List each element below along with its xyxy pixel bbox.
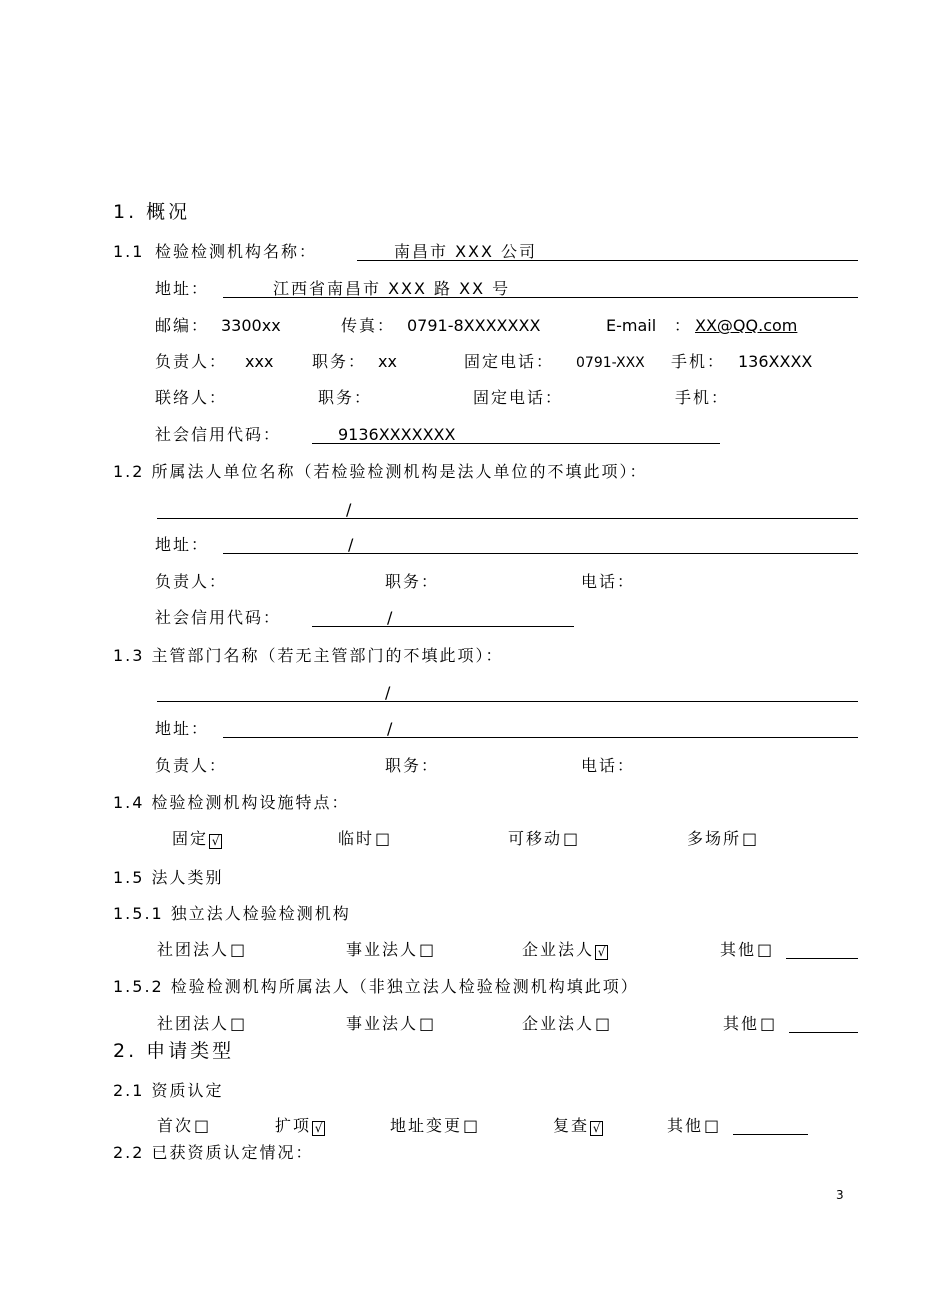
empty-checkbox[interactable]: □ <box>760 1014 776 1033</box>
subsidiary-option-public[interactable] <box>346 1014 434 1034</box>
parent-address-line <box>223 553 858 554</box>
section-1-5-1-heading: 1.5.1 独立法人检验检测机构 <box>113 904 351 923</box>
mobile-label: 手机： <box>671 352 726 371</box>
section-1-4-heading: 1.4 检验检测机构设施特点： <box>113 793 350 812</box>
option-label: 事业法人 <box>346 1014 419 1033</box>
option-label: 社团法人 <box>157 1014 230 1033</box>
parent-head-label: 负责人： <box>155 572 228 591</box>
parent-name-field[interactable]: / <box>346 500 354 519</box>
option-label: 扩项 <box>275 1116 312 1135</box>
section-1-2-heading: 1.2 所属法人单位名称（若检验检测机构是法人单位的不填此项）： <box>113 462 648 481</box>
empty-checkbox[interactable]: □ <box>563 829 579 848</box>
institution-name-label: 检验检测机构名称： <box>155 242 318 261</box>
authority-post-label: 职务： <box>385 756 440 775</box>
phone-value[interactable]: 0791-XXX <box>576 355 645 371</box>
email-colon: ： <box>674 316 693 335</box>
phone-label: 固定电话： <box>464 352 555 371</box>
fax-label: 传真： <box>341 316 396 335</box>
parent-credit-field[interactable]: / <box>387 608 395 627</box>
fax-value[interactable]: 0791-8XXXXXXX <box>407 316 541 335</box>
zip-label: 邮编： <box>155 316 210 335</box>
option-label: 可移动 <box>508 829 563 848</box>
option-label: 固定 <box>172 829 209 848</box>
subsidiary-option-social[interactable] <box>157 1014 245 1034</box>
parent-credit-line <box>312 626 574 627</box>
email-label: E-mail <box>606 316 657 335</box>
option-label: 多场所 <box>687 829 742 848</box>
subsidiary-option-other[interactable] <box>723 1014 775 1034</box>
checked-checkbox[interactable]: √ <box>595 945 608 960</box>
authority-head-label: 负责人： <box>155 756 228 775</box>
contact-post-label: 职务： <box>318 388 373 407</box>
email-value[interactable]: XX@QQ.com <box>695 316 798 335</box>
authority-address-line <box>223 737 858 738</box>
option-label: 企业法人 <box>522 940 595 959</box>
option-label: 事业法人 <box>346 940 419 959</box>
option-label: 其他 <box>720 940 757 959</box>
section-1-1-number: 1.1 <box>113 242 145 261</box>
empty-checkbox[interactable]: □ <box>742 829 758 848</box>
empty-checkbox[interactable]: □ <box>757 940 773 959</box>
accreditation-other-line[interactable] <box>733 1134 808 1135</box>
post-value[interactable]: xx <box>378 352 397 371</box>
facility-option-fixed[interactable] <box>172 829 222 849</box>
contact-mobile-label: 手机： <box>675 388 730 407</box>
address-label: 地址： <box>155 279 210 298</box>
contact-phone-label: 固定电话： <box>473 388 564 407</box>
post-label: 职务： <box>312 352 367 371</box>
parent-credit-label: 社会信用代码： <box>155 608 282 627</box>
mobile-value[interactable]: 136XXXX <box>738 352 813 371</box>
section-2-title: 2. 申请类型 <box>113 1040 235 1062</box>
empty-checkbox[interactable]: □ <box>230 1014 246 1033</box>
authority-tel-label: 电话： <box>581 756 636 775</box>
independent-option-public[interactable] <box>346 940 434 960</box>
empty-checkbox[interactable]: □ <box>704 1116 720 1135</box>
option-label: 临时 <box>338 829 375 848</box>
facility-option-mobile[interactable] <box>508 829 578 849</box>
authority-name-field[interactable]: / <box>385 683 393 702</box>
subsidiary-other-line[interactable] <box>789 1032 858 1033</box>
option-label: 首次 <box>157 1116 194 1135</box>
authority-address-label: 地址： <box>155 719 210 738</box>
option-label: 企业法人 <box>522 1014 595 1033</box>
parent-address-field[interactable]: / <box>348 535 356 554</box>
option-label: 复查 <box>553 1116 590 1135</box>
option-label: 地址变更 <box>390 1116 463 1135</box>
independent-option-enterprise[interactable] <box>522 940 608 960</box>
accreditation-option-first[interactable] <box>157 1116 209 1136</box>
facility-option-temporary[interactable] <box>338 829 390 849</box>
parent-name-line <box>157 518 858 519</box>
independent-other-line[interactable] <box>786 958 858 959</box>
empty-checkbox[interactable]: □ <box>419 1014 435 1033</box>
page-number: 3 <box>836 1188 844 1202</box>
section-1-5-2-heading: 1.5.2 检验检测机构所属法人（非独立法人检验检测机构填此项） <box>113 977 639 996</box>
institution-name-field[interactable]: 南昌市 XXX 公司 <box>394 242 538 261</box>
contact-label: 联络人： <box>155 388 228 407</box>
checked-checkbox[interactable]: √ <box>312 1121 325 1136</box>
empty-checkbox[interactable]: □ <box>194 1116 210 1135</box>
empty-checkbox[interactable]: □ <box>419 940 435 959</box>
accreditation-option-review[interactable] <box>553 1116 603 1136</box>
section-2-2-heading: 2.2 已获资质认定情况： <box>113 1143 314 1162</box>
section-1-3-heading: 1.3 主管部门名称（若无主管部门的不填此项）： <box>113 646 504 665</box>
subsidiary-option-enterprise[interactable] <box>522 1014 610 1034</box>
section-2-1-heading: 2.1 资质认定 <box>113 1081 224 1100</box>
parent-post-label: 职务： <box>385 572 440 591</box>
head-value[interactable]: xxx <box>245 352 274 371</box>
empty-checkbox[interactable]: □ <box>595 1014 611 1033</box>
parent-tel-label: 电话： <box>581 572 636 591</box>
authority-address-field[interactable]: / <box>387 719 395 738</box>
accreditation-option-other[interactable] <box>667 1116 719 1136</box>
empty-checkbox[interactable]: □ <box>463 1116 479 1135</box>
independent-option-other[interactable] <box>720 940 772 960</box>
option-label: 社团法人 <box>157 940 230 959</box>
address-field[interactable]: 江西省南昌市 XXX 路 XX 号 <box>273 279 511 298</box>
section-1-5-heading: 1.5 法人类别 <box>113 868 224 887</box>
option-label: 其他 <box>667 1116 704 1135</box>
credit-code-field[interactable]: 9136XXXXXXX <box>338 425 456 444</box>
checked-checkbox[interactable]: √ <box>590 1121 603 1136</box>
section-1-title: 1. 概况 <box>113 201 191 223</box>
head-label: 负责人： <box>155 352 228 371</box>
checked-checkbox[interactable]: √ <box>209 834 222 849</box>
accreditation-option-extension[interactable] <box>275 1116 325 1136</box>
independent-option-social[interactable] <box>157 940 245 960</box>
authority-name-line <box>157 701 858 702</box>
accreditation-option-address-change[interactable] <box>390 1116 478 1136</box>
option-label: 其他 <box>723 1014 760 1033</box>
empty-checkbox[interactable]: □ <box>230 940 246 959</box>
facility-option-multisite[interactable] <box>687 829 757 849</box>
parent-address-label: 地址： <box>155 535 210 554</box>
empty-checkbox[interactable]: □ <box>375 829 391 848</box>
zip-value[interactable]: 3300xx <box>221 316 281 335</box>
credit-code-label: 社会信用代码： <box>155 425 282 444</box>
